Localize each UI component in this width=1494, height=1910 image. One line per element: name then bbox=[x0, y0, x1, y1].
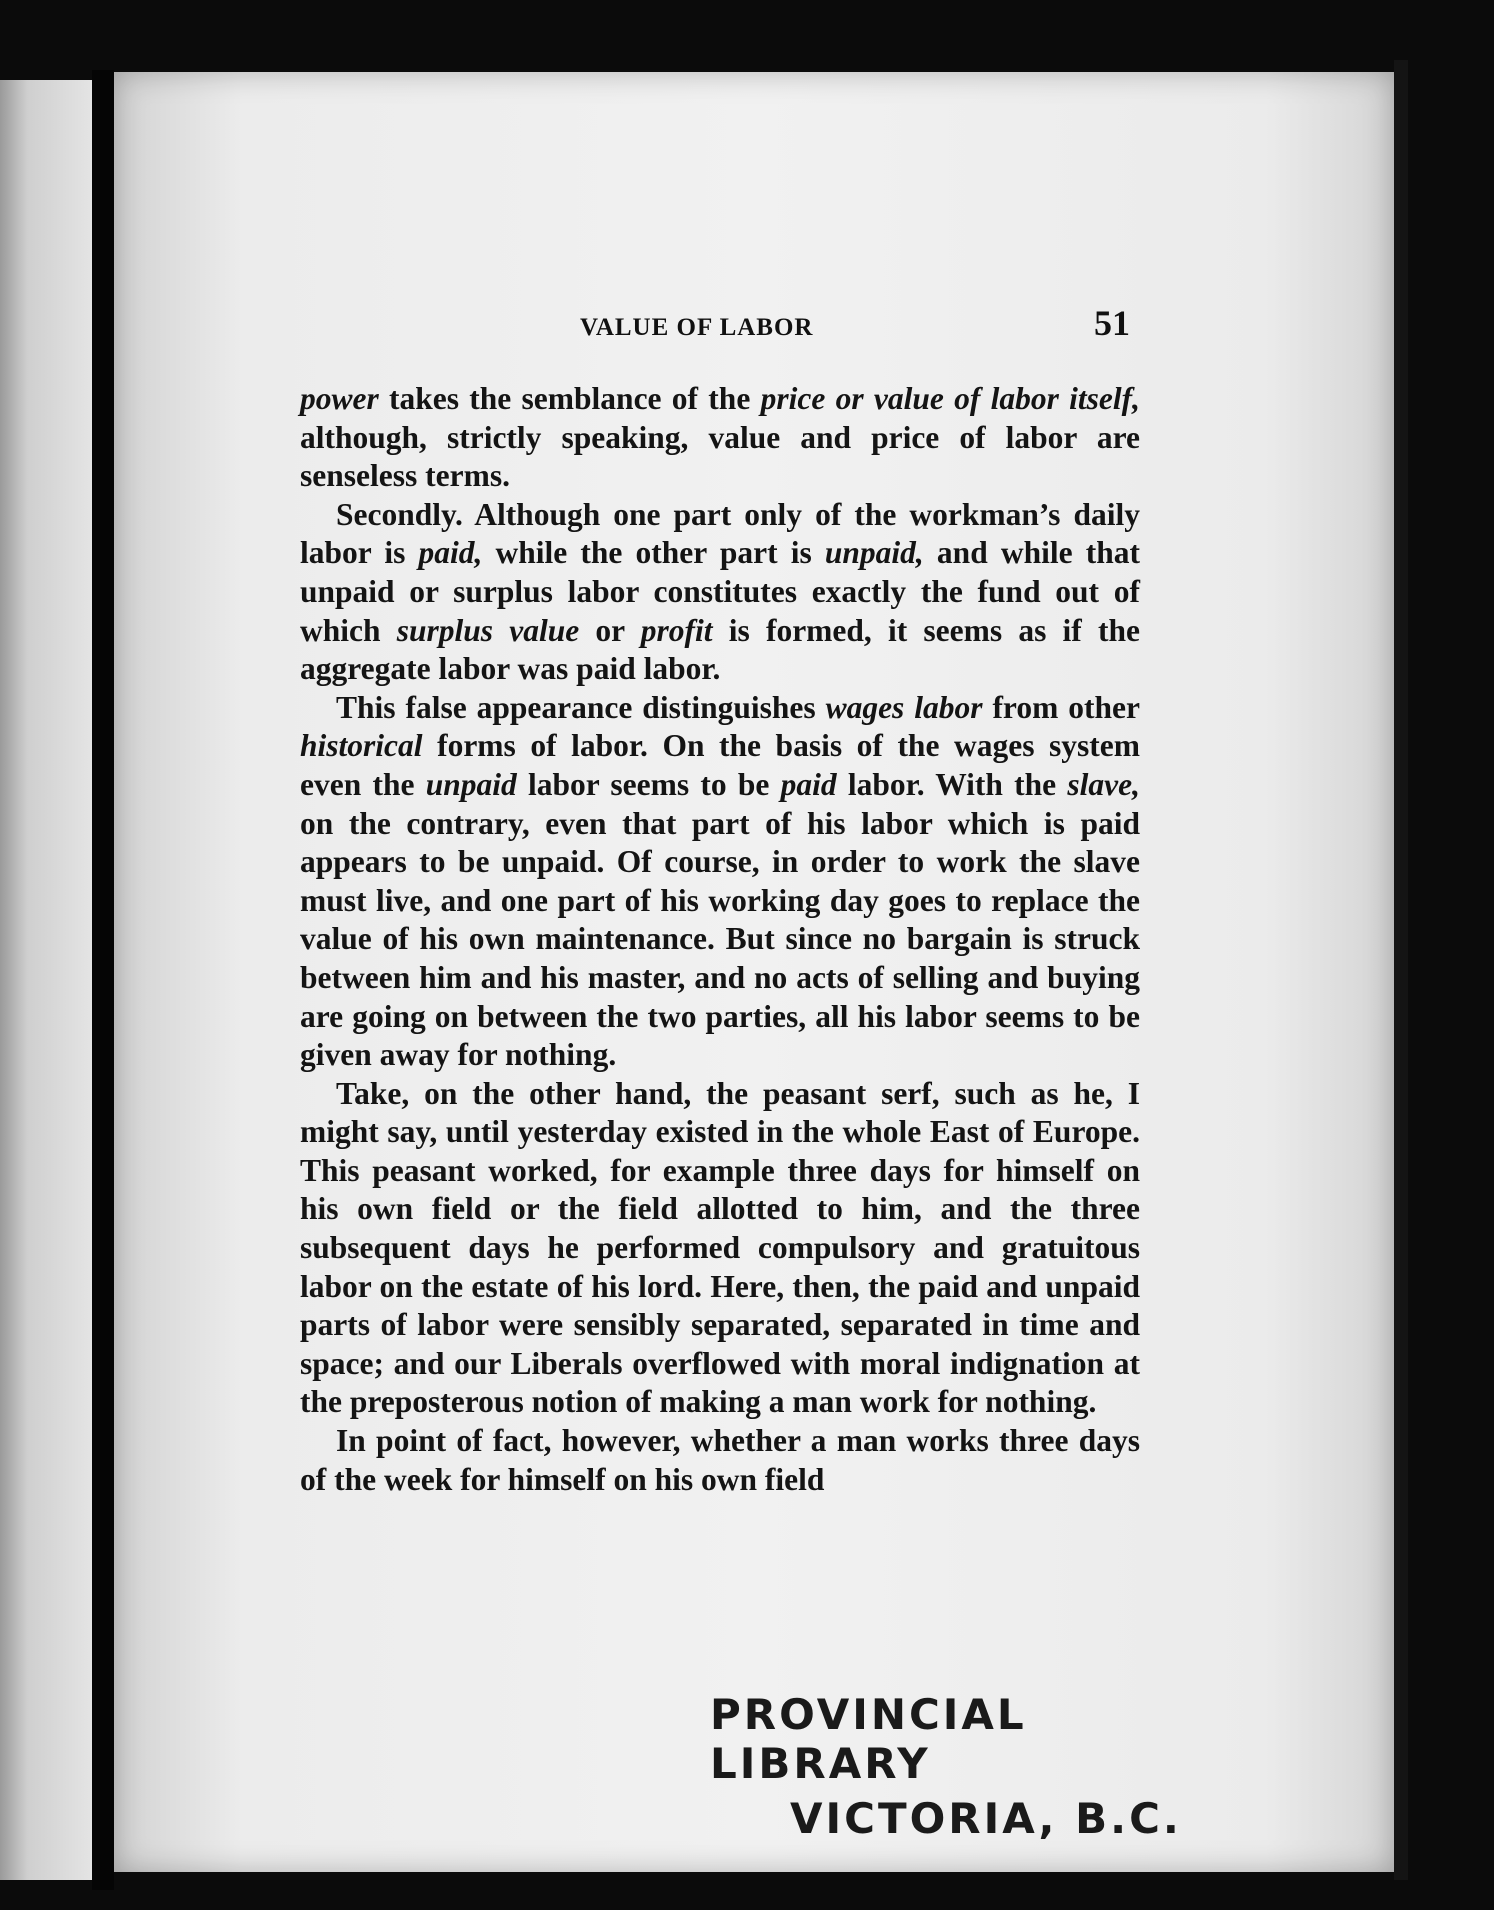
stamp-line-1: PROVINCIAL LIBRARY bbox=[710, 1690, 1027, 1788]
page-header bbox=[300, 302, 1130, 352]
text-run: In point of fact, however, whether a man works three days of the week for himself on his own field bbox=[300, 1423, 1140, 1497]
paragraph-3 bbox=[300, 689, 1140, 1075]
italic-run: unpaid, bbox=[824, 535, 924, 571]
text-run: and while that unpaid or surplus labor constitutes exactly the fund out of which bbox=[300, 535, 1140, 648]
paragraph-4 bbox=[300, 1075, 1140, 1422]
text-run: Take, on the other hand, the peasant serf, such as he, I might say, until yesterday existed in the whole East of Europe. This peasant worked, for example three days for himself on his own field or the field allotted to him, and the three subsequent days he performed compulsory and gratuitous labor on the estate of his lord. Here, then, the paid and unpaid parts of labor were sensibly separated, separated in time and space; and our Liberals overflowed with moral indignation at the preposterous notion of making a man work for nothing. bbox=[300, 1075, 1140, 1420]
paragraph-2 bbox=[300, 496, 1140, 689]
text-run: labor seems to be bbox=[516, 766, 781, 802]
italic-run: wages labor bbox=[825, 689, 983, 725]
italic-run: price or value of labor itself, bbox=[760, 381, 1141, 416]
text-run: is formed, it seems as if the aggregate labor was paid labor. bbox=[300, 612, 1140, 687]
page-right-edge bbox=[1394, 60, 1408, 1880]
text-run: takes the semblance of the bbox=[378, 381, 761, 416]
book-gutter bbox=[92, 70, 114, 1890]
paragraph-5 bbox=[300, 1422, 1140, 1499]
text-run: while the other part is bbox=[482, 535, 825, 571]
italic-run: paid bbox=[780, 766, 837, 802]
adjacent-page-edge bbox=[0, 80, 92, 1880]
italic-run: paid, bbox=[418, 535, 483, 571]
text-run: labor. With the bbox=[836, 766, 1068, 802]
text-run: although, strictly speaking, value and price of labor are senseless terms. bbox=[300, 419, 1140, 494]
library-stamp bbox=[700, 1690, 1260, 1843]
page-number: 51 bbox=[1094, 303, 1130, 343]
text-run: This false appearance distinguishes bbox=[336, 689, 826, 725]
running-head: VALUE OF LABOR bbox=[580, 314, 814, 341]
italic-run: power bbox=[300, 381, 379, 416]
body-text bbox=[300, 380, 1140, 1499]
italic-run: unpaid bbox=[425, 766, 517, 802]
text-run: on the contrary, even that part of his labor which is paid appears to be unpaid. Of course, in order to work the slave must live, and one part of his working day goes to replace the value of his own maintenance. But since no bargain is struck between him and his master, and no acts of selling and buying are going on between the two parties, all his labor seems to be given away for nothing. bbox=[300, 805, 1140, 1073]
text-run: or bbox=[579, 612, 641, 648]
stamp-line-2: VICTORIA, B.C. bbox=[790, 1794, 1182, 1843]
text-run: Secondly. Although one part only of the workman’s daily labor is bbox=[300, 496, 1140, 571]
text-run: forms of labor. On the basis of the wages system even the bbox=[300, 728, 1140, 802]
text-run: from other bbox=[982, 689, 1140, 725]
italic-run: profit bbox=[640, 612, 713, 648]
paragraph-1 bbox=[300, 380, 1140, 496]
italic-run: surplus value bbox=[396, 612, 580, 648]
italic-run: slave, bbox=[1067, 766, 1140, 802]
italic-run: historical bbox=[300, 728, 423, 764]
